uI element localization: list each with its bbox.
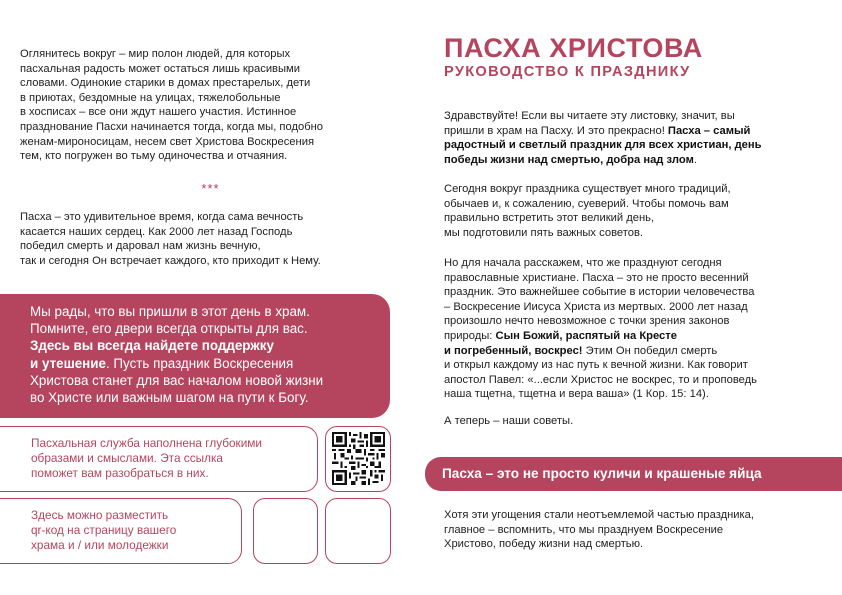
welcome-line: Мы рады, что вы пришли в этот день в храм.: [30, 304, 310, 319]
greeting-line: [444, 153, 834, 168]
greeting-line: Здравствуйте! Если вы читаете эту листовку, значит, вы: [444, 110, 735, 122]
welcome-line: [30, 337, 380, 354]
welcome-line: Помните, его двери всегда открыты для вас.: [30, 321, 308, 337]
closing-paragraph: Хотя эти угощения стали неотъемлемой частью праздника, главное – вспомнить, что мы празднуем Воскресение Христово, победу жизни над смертью.: [444, 509, 754, 551]
greeting-paragraph: [444, 109, 834, 167]
section-separator: ***: [201, 181, 220, 196]
pascha-paragraph: Пасха – это удивительное время, когда сама вечность касается наших сердец. Как 2000 лет назад Господь победил смерть и даровал нам жизнь вечную, так и сегодня Он встречает каждого, кто приходит к Нему.: [20, 211, 321, 267]
welcome-line: Христова станет для вас началом новой жизни: [30, 372, 324, 388]
greeting-text: пришли в храм на Пасху. И это прекрасно!: [444, 124, 668, 137]
qr-code-box[interactable]: [325, 426, 391, 492]
service-info-box: [0, 426, 318, 492]
meaning-line: – Воскресение Иисуса Христа из мертвых. 2000 лет назад: [444, 300, 748, 313]
advice-intro: А теперь – наши советы.: [444, 415, 574, 427]
meaning-text: Этим Он победил смерть: [582, 344, 718, 357]
placeholder-info-box: [0, 498, 242, 564]
welcome-box: [0, 294, 390, 418]
empty-qr-slot: [253, 498, 318, 564]
greeting-bold: радостный и светлый праздник для всех христиан, день: [444, 139, 762, 152]
greeting-text: .: [693, 153, 697, 166]
greeting-bold: Пасха – самый: [667, 124, 751, 137]
placeholder-info-text: Здесь можно разместить qr-код на страницу вашего храма и / или молодежки: [31, 508, 177, 553]
greeting-line: [444, 124, 834, 139]
meaning-bold: Сын Божий, распятый на Кресте: [495, 329, 677, 342]
section-banner: Пасха – это не просто куличи и крашеные яйца: [425, 457, 842, 491]
meaning-line: произошло нечто невозможное с точки зрения законов: [444, 315, 730, 328]
meaning-text: природы:: [444, 329, 496, 342]
meaning-line: [444, 329, 834, 344]
meaning-line: праздник. Это важнейшее событие в истории человечества: [444, 286, 755, 299]
meaning-paragraph: [444, 256, 834, 402]
traditions-paragraph: Сегодня вокруг праздника существует много традиций, обычаев и, к сожалению, суеверий. Чтобы помочь вам правильно встретить этот великий день, мы подготовили пять важных советов.: [444, 183, 731, 239]
meaning-line: православные христиане. Пасха – это не просто весенний: [444, 271, 749, 284]
meaning-line: Но для начала расскажем, что же празднуют сегодня: [444, 257, 722, 269]
page-subtitle: РУКОВОДСТВО К ПРАЗДНИКУ: [444, 64, 691, 80]
welcome-text: . Пусть праздник Воскресения: [105, 355, 294, 371]
welcome-bold: и утешение: [30, 355, 106, 371]
greeting-line: [444, 138, 834, 153]
service-info-text: Пасхальная служба наполнена глубокими образами и смыслами. Эта ссылка поможет вам разобраться в них.: [31, 436, 263, 481]
meaning-line: [444, 344, 834, 359]
meaning-line: наша тщетна, тщетна и вера ваша» (1 Кор. 15: 14).: [444, 388, 709, 401]
welcome-bold: Здесь вы всегда найдете поддержку: [30, 338, 274, 354]
welcome-line: [30, 355, 380, 372]
meaning-bold: и погребенный, воскрес!: [444, 344, 583, 357]
welcome-line: во Христе или важным шагом на пути к Богу.: [30, 390, 309, 406]
page-title: ПАСХА ХРИСТОВА: [444, 33, 703, 63]
meaning-line: и открыл каждому из нас путь к вечной жизни. Как говорит: [444, 359, 748, 372]
intro-paragraph: Оглянитесь вокруг – мир полон людей, для которых пасхальная радость может остаться лишь красивыми словами. Одинокие старики в домах престарелых, дети в приютах, бездомные на улицах, тяжелобольные в хосписах – все они ждут нашего участия. Истинное празднование Пасхи начинается тогда, когда мы, подобно женам-мироносицам, несем свет Христова Воскресения тем, кто погружен во тьму одиночества и отчаяния.: [20, 48, 324, 163]
meaning-line: апостол Павел: «...если Христос не воскрес, то и проповедь: [444, 373, 757, 386]
empty-qr-slot: [325, 498, 391, 564]
qr-code-icon[interactable]: [332, 432, 385, 485]
greeting-bold: победы жизни над смертью, добра над злом: [444, 153, 694, 166]
right-page: [421, 0, 842, 595]
